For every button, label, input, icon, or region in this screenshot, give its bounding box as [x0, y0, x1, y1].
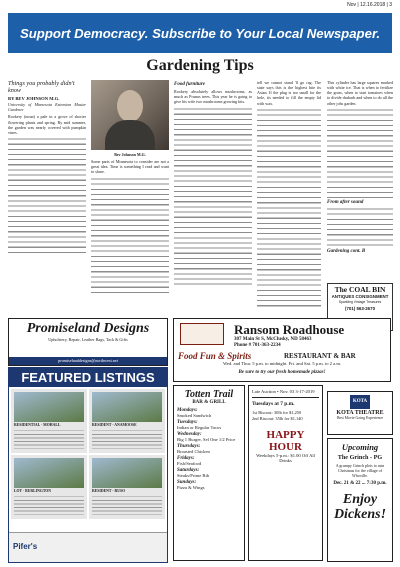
upcoming-movie-ad[interactable]	[327, 438, 393, 562]
movie-description: A grumpy Grinch plots to ruin Christmas for the village of Whoville.	[335, 463, 385, 478]
agency-footer	[9, 532, 167, 562]
listing-card[interactable]	[89, 455, 165, 519]
article-column-5	[327, 80, 393, 280]
article-column-2	[91, 80, 169, 313]
ad-category: RESTAURANT & BAR	[284, 352, 356, 360]
ad-name: The COAL BIN	[334, 285, 386, 294]
event-note: Late Auction • Nov. 03 3-17-2019	[252, 389, 315, 394]
menu-dish: Fish/Seafood	[177, 461, 202, 466]
menu-dish: Smoked Sandwich	[177, 413, 212, 418]
intro-heading: Things you probably didn't know	[8, 80, 75, 94]
article-column-4	[257, 80, 321, 313]
article-text-block	[327, 207, 393, 247]
listing-photo	[92, 458, 162, 488]
article-paragraph: Rookery absolutely allows mushrooms, as much as Prunus trees. This year he is going to give his wife two mushrooms growing kits.	[174, 89, 252, 105]
enjoy-tagline: Enjoy Dickens!	[333, 492, 387, 522]
listing-details	[92, 429, 162, 449]
menu-day: Wednesday:	[177, 432, 202, 437]
ad-phone: Phone # 701-363-2234	[234, 343, 281, 348]
ad-slogan: Food Fun & Spirits	[178, 351, 252, 361]
issue-info: Nov | 12.16.2018 | 3	[347, 2, 392, 8]
photo-caption: Bev Johnson M.G.	[114, 152, 146, 157]
ransom-roadhouse-ad[interactable]	[173, 318, 391, 382]
menu-day: Saturdays:	[177, 468, 200, 473]
listing-type: RESIDENTIAL - MOHALL	[14, 423, 61, 427]
byline-affiliation: University of Minnesota Extension Master Gardener	[8, 102, 86, 113]
section-heading: From after sound	[327, 199, 364, 205]
ad-hours: Wed. and Thur. 5 p.m. to midnight. Fri. and Sat. 5 p.m. to 2 a.m.	[222, 361, 342, 366]
listing-photo	[92, 392, 162, 422]
subscribe-banner[interactable]: Support Democracy. Subscribe to Your Local Newspaper.	[8, 13, 392, 53]
ad-subtitle: BAR & GRILL	[192, 400, 226, 405]
ad-name: Ransom Roadhouse	[234, 322, 345, 337]
totten-trail-ad[interactable]	[173, 385, 245, 561]
menu-dish: Indian or Regular Tacos	[177, 425, 222, 430]
article-paragraph: This cylinder has large squares marked with white ice. That is when to fertilize the grass, when to start tomatoes when to divide rhubarb and when to do all the other jobs garden.	[327, 80, 393, 106]
author-photo	[91, 80, 169, 150]
menu-day: Mondays:	[177, 408, 198, 413]
article-text-block	[257, 108, 321, 308]
event-line: 2nd Biscout: 35lb for $1,140	[252, 416, 303, 421]
movie-dates: Dec. 21 & 22 ... 7:30 p.m.	[333, 481, 387, 486]
page-title: Gardening Tips	[146, 57, 254, 74]
menu-day: Sundays:	[177, 480, 197, 485]
roadhouse-logo	[180, 323, 224, 345]
article-text-block	[8, 137, 86, 257]
events-ad[interactable]	[248, 385, 323, 561]
featured-listings-ad[interactable]	[8, 367, 168, 563]
kota-theatre-ad[interactable]	[327, 391, 393, 435]
listing-type: RESIDENT - ANAMOOSE	[92, 423, 137, 427]
menu-dish: Big 1 Burger, Sel One 1/2 Price	[177, 437, 236, 442]
featured-heading: FEATURED LISTINGS	[9, 368, 167, 387]
menu-dish: Broasted Chicken	[177, 449, 210, 454]
event-time: Tuesdays at 7 p.m.	[252, 401, 295, 407]
listing-type: RESIDENT - RUSO	[92, 489, 126, 493]
ad-tagline: Sparkling Vintage Treasures	[338, 300, 382, 304]
ad-subtitle: ANTIQUES CONSIGNMENT	[331, 294, 389, 299]
menu-day: Thursdays:	[177, 444, 201, 449]
divider	[252, 397, 319, 398]
article-column-3	[174, 80, 252, 313]
ad-phone: (701) 563-2670	[344, 306, 376, 311]
happy-hour-text: Weekdays 5-p.m.: $1.00 Off All Drinks	[256, 453, 315, 463]
article-paragraph: tell we cannot stand 'll go rag. The state says this is the highest bite its Asian. If the plug is too small for the hole, its needed to fill the empty lid with wax.	[257, 80, 321, 106]
ad-name: Promiseland Designs	[26, 321, 150, 336]
listing-photo	[14, 458, 84, 488]
kota-logo: KOTA	[350, 395, 370, 409]
listing-card[interactable]	[89, 389, 165, 453]
listing-grid	[9, 387, 167, 521]
listing-card[interactable]	[11, 389, 87, 453]
section-heading: Food furniture	[174, 82, 205, 87]
ad-subtitle: Best Movie Going Experience	[336, 416, 384, 420]
article-column-1	[8, 80, 86, 313]
article-paragraph: Rookery (noun) a pale in a grove of shorter flowering plants and spring. By mid summer, the garden was nearly covered with pumpkin vines.	[8, 114, 86, 135]
movie-title: The Grinch - PG	[337, 454, 383, 461]
listing-card[interactable]	[11, 455, 87, 519]
agency-brand: Pifer's	[13, 542, 38, 551]
listing-details	[14, 495, 84, 515]
menu-day: Tuesdays:	[177, 420, 198, 425]
article-paragraph: Some parts of Minnesota to consider are not a great idea. Time is something I read and want to share.	[91, 159, 169, 175]
upcoming-heading: Upcoming	[341, 442, 379, 452]
promiseland-ad[interactable]	[8, 318, 168, 366]
listing-details	[14, 429, 84, 449]
ad-name: Totten Trail	[184, 389, 234, 400]
continued-ref: Gardening cont. B	[327, 248, 366, 254]
listing-type: LOT - BURLINGTON	[14, 489, 51, 493]
ad-contact-bar: promiselanddesigns@northwest.net	[9, 357, 167, 365]
masthead	[0, 0, 400, 12]
ad-subtitle: Upholstery, Repair, Leather Bags, Tack & Gifts	[48, 337, 128, 342]
menu-dish: Steaks/Prime Rib	[177, 473, 210, 478]
listing-details	[92, 495, 162, 515]
menu-day: Fridays:	[177, 456, 195, 461]
event-line: 1st Biscout: 30lb for $1,250	[252, 410, 302, 415]
listing-photo	[14, 392, 84, 422]
byline: BY BEV JOHNSON M.G.	[8, 96, 60, 101]
ad-name: KOTA THEATRE	[336, 410, 384, 416]
menu-dish: Pizza & Wings	[177, 485, 205, 490]
article-text-block	[91, 177, 169, 297]
happy-hour-heading: HAPPY HOUR	[266, 429, 305, 453]
ad-address: 307 Main St S, McClusky, ND 58463	[234, 337, 312, 342]
article-text-block	[174, 107, 252, 287]
ad-tagline: Be sure to try our fresh homemade pizzas!	[238, 370, 326, 375]
article-text-block	[327, 108, 393, 198]
